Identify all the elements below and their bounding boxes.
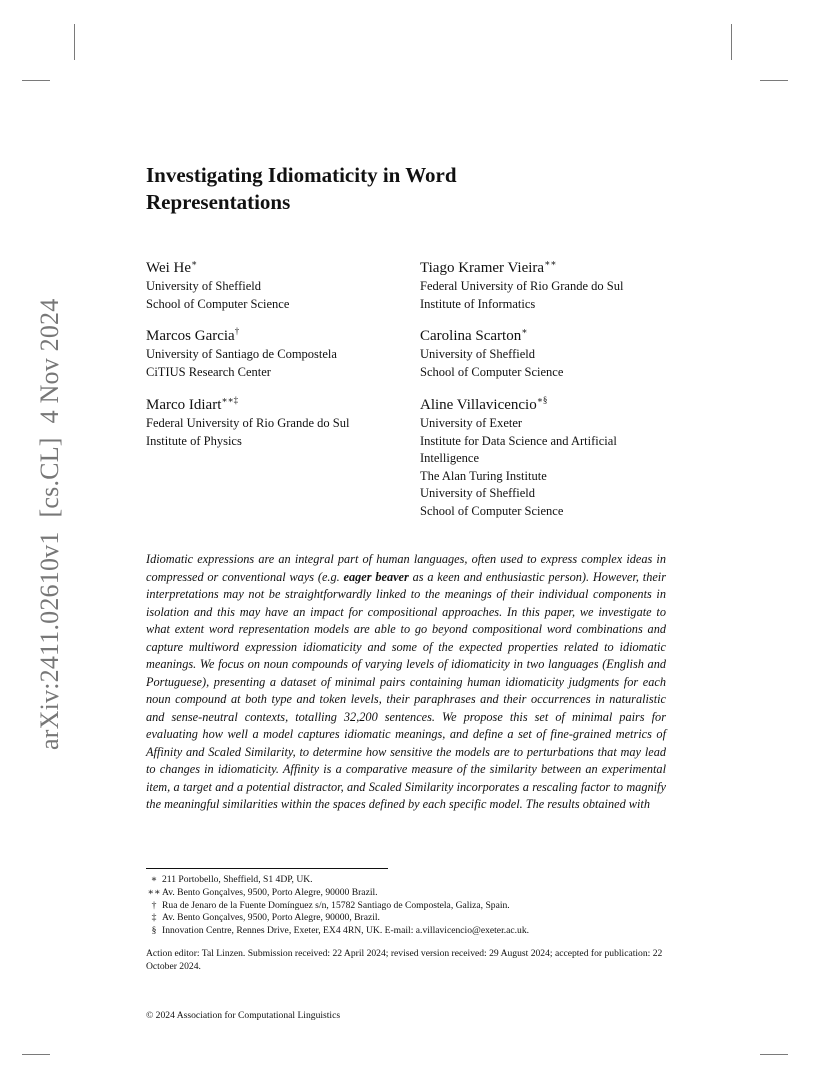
footnote-text: Innovation Centre, Rennes Drive, Exeter, EX4 4RN, UK. E-mail: a.villavicencio@exeter.ac.uk.: [162, 925, 530, 937]
author-block: [420, 321, 563, 381]
crop-mark: [731, 24, 732, 60]
footnote: [146, 912, 686, 925]
footnote-text: Rua de Jenaro de la Fuente Domínguez s/n, 15782 Santiago de Compostela, Galiza, Spain.: [162, 899, 510, 911]
author-affiliation: Federal University of Rio Grande do Sul: [420, 279, 624, 293]
crop-mark: [22, 1054, 50, 1055]
author-affiliation: CiTIUS Research Center: [146, 364, 271, 379]
author-mark: ∗: [521, 326, 528, 336]
author-affiliation: University of Sheffield: [420, 486, 536, 500]
crop-mark: [760, 80, 788, 81]
footnote-mark: ‡: [151, 912, 157, 924]
author-affiliation: School of Computer Science: [420, 364, 564, 379]
author-mark: ∗∗: [544, 258, 557, 268]
footnote-text: Av. Bento Gonçalves, 9500, Porto Alegre, 90000, Brazil.: [162, 912, 380, 924]
footnote-text: Av. Bento Gonçalves, 9500, Porto Alegre, 90000 Brazil.: [162, 886, 378, 898]
author-affiliation: School of Computer Science: [420, 503, 564, 518]
author-mark: †: [234, 326, 240, 336]
crop-mark: [760, 1054, 788, 1055]
title-line: Investigating Idiomaticity in Word: [146, 163, 457, 187]
footnotes: [146, 874, 686, 938]
author-name: Carolina Scarton∗: [420, 326, 528, 344]
author-mark: ∗: [191, 258, 198, 268]
author-block: [420, 253, 623, 313]
author-affiliation: Intelligence: [420, 451, 479, 465]
footnote: [146, 925, 686, 938]
footnote-mark: ∗: [150, 874, 158, 885]
footnote-mark: †: [151, 899, 157, 911]
author-name: Marcos Garcia†: [146, 326, 240, 344]
editor-note: Action editor: Tal Linzen. Submission received: 22 April 2024; revised version received: 29 August 2024; accepted for publication: 22 October 2024.: [146, 948, 663, 972]
abstract: Idiomatic expressions are an integral part of human languages, often used to express complex ideas in compressed or conventional ways (e.g. eager beaver as a keen and enthusiastic person). However, their interpretations may not be straightforwardly linked to the meanings of their individual components in isolation and this may have an impact for compositional approaches. In this paper, we investigate to what extent word representation models are able to go beyond compositional word combinations and capture multiword expression idiomaticity and some of the expected properties related to idiomatic meanings. We focus on noun compounds of varying levels of idiomaticity in two languages (English and Portuguese), presenting a dataset of minimal pairs containing human idiomaticity judgments for each noun compound at both type and token levels, their paraphrases and their occurrences in naturalistic and sense-neutral contexts, totalling 32,200 sentences. We propose this set of minimal pairs for evaluating how well a model captures idiomatic meanings, and define a set of fine-grained metrics of Affinity and Scaled Similarity, to determine how sensitive the models are to perturbations that may lead to changes in idiomaticity. Affinity is a comparative measure of the similarity between an experimental item, a target and a potential distractor, and Scaled Similarity incorporates a rescaling factor to magnify the meaningful similarities within the spaces defined by each specific model. The results obtained with: [146, 552, 667, 811]
paper-title: [146, 162, 566, 216]
author-name: Wei He∗: [146, 258, 198, 276]
footnote: [146, 874, 686, 887]
author-affiliation: School of Computer Science: [146, 296, 290, 311]
footnote-mark: ∗∗: [147, 886, 161, 898]
author-affiliation: University of Santiago de Compostela: [146, 347, 337, 361]
author-block: [146, 253, 289, 313]
author-affiliation: Federal University of Rio Grande do Sul: [146, 416, 350, 430]
author-block: [146, 321, 337, 381]
footnote-rule: [146, 868, 388, 869]
arxiv-category: [cs.CL]: [35, 437, 64, 518]
arxiv-stamp: [30, 270, 70, 750]
footnote: [146, 887, 686, 900]
author-block: [146, 390, 349, 450]
footnote-text: 211 Portobello, Sheffield, S1 4DP, UK.: [162, 874, 313, 885]
title-line: Representations: [146, 190, 291, 214]
footnote: [146, 900, 686, 913]
crop-mark: [22, 80, 50, 81]
author-affiliation: Institute of Physics: [146, 433, 242, 448]
footnote-mark: §: [151, 925, 157, 937]
author-affiliation: University of Sheffield: [146, 279, 262, 293]
author-mark: ∗∗‡: [221, 395, 239, 405]
author-affiliation: Institute of Informatics: [420, 296, 536, 311]
author-name: Marco Idiart∗∗‡: [146, 395, 239, 413]
author-name: Aline Villavicencio∗§: [420, 395, 548, 413]
author-affiliation: University of Exeter: [420, 416, 523, 430]
arxiv-id: arXiv:2411.02610v1: [35, 531, 64, 750]
crop-mark: [74, 24, 75, 60]
author-affiliation: Institute for Data Science and Artificial: [420, 433, 617, 448]
author-name: Tiago Kramer Vieira∗∗: [420, 258, 557, 276]
author-affiliation: The Alan Turing Institute: [420, 468, 547, 483]
author-mark: ∗§: [536, 395, 548, 405]
arxiv-date: 4 Nov 2024: [35, 298, 64, 424]
author-block: [420, 390, 617, 520]
copyright: © 2024 Association for Computational Linguistics: [146, 1010, 341, 1021]
abstract-emphasis: eager beaver: [343, 569, 409, 584]
author-affiliation: University of Sheffield: [420, 347, 536, 361]
